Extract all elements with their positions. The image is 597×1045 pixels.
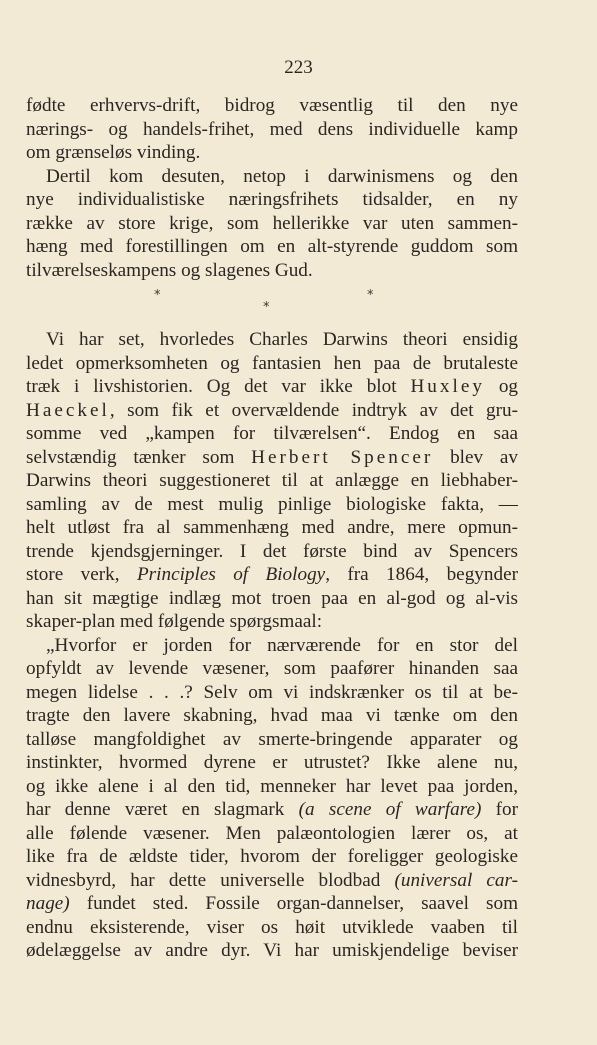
text-run: fundet sted. Fossile organ-dannelser, saavel som — [69, 893, 518, 914]
spaced-name-haeckel: Haeckel — [26, 399, 110, 421]
text-line — [26, 375, 518, 399]
asterisk: * — [154, 288, 161, 303]
text-line: like fra de ældste tider, hvorom der foreligger geologiske — [26, 846, 518, 867]
text-line: skaper-plan med følgende spørgsmaal: — [26, 611, 323, 632]
english-phrase: (a scene of warfare) — [298, 799, 482, 820]
text-run: store verk, — [26, 564, 137, 585]
text-line — [26, 798, 518, 822]
text-line: fødte erhvervs-drift, bidrog væsentlig til den nye — [26, 95, 518, 116]
english-phrase: (universal car- — [394, 869, 518, 891]
text-line — [26, 869, 518, 893]
text-line: samling av de mest mulig pinlige biologiske fakta, — — [26, 493, 518, 515]
text-line: tragte den lavere skabning, hvad maa vi tænke om den — [26, 705, 518, 726]
text-line: „Hvorfor er jorden for nærværende for en stor del — [46, 634, 518, 656]
text-line: hæng med forestillingen om en alt-styrende guddom som — [26, 236, 518, 257]
text-line: ødelæggelse av andre dyr. Vi har umiskjendelige beviser — [26, 940, 518, 961]
text-line: han sit mægtige indlæg mot troen paa en al-god og al-vis — [26, 587, 518, 609]
text-run: vidnesbyrd, har dette universelle blodbad — [26, 869, 395, 891]
text-line: instinkter, hvormed dyrene er utrustet? Ikke alene nu, — [26, 752, 518, 773]
text-line: tilværelseskampens og slagenes Gud. — [26, 259, 313, 281]
paragraph-4-quotation — [26, 634, 518, 963]
body-text — [26, 94, 518, 963]
asterisk: * — [367, 288, 374, 303]
text-line: Dertil kom desuten, netop i darwinismens og den — [46, 165, 518, 187]
text-line: helt utløst fra al sammenhæng med andre, mere opmun- — [26, 517, 518, 538]
text-line: række av store krige, som hellerikke var uten sammen- — [26, 212, 518, 234]
text-line: Vi har set, hvorledes Charles Darwins theori ensidig — [46, 329, 518, 350]
spaced-name-spencer: Herbert Spencer — [251, 446, 434, 468]
text-line: trende kjendsgjerninger. I det første bind av Spencers — [26, 540, 518, 562]
text-run: har denne været en slagmark — [26, 799, 299, 820]
page-number: 223 — [284, 57, 313, 78]
text-line: Darwins theori suggestioneret til at anlægge en liebhaber- — [26, 470, 518, 491]
text-run: for — [481, 799, 518, 820]
spaced-name-huxley: Huxley — [410, 376, 485, 397]
text-line: talløse mangfoldighet av smerte-bringende apparater og — [26, 728, 518, 750]
text-line — [26, 563, 518, 587]
english-phrase: nage) — [26, 893, 70, 914]
paragraph-3 — [26, 328, 518, 634]
text-run: og — [484, 376, 519, 397]
text-run: , som fik et overvældende indtryk av det gru- — [109, 399, 518, 421]
text-line: opfyldt av levende væsener, som paafører hinanden saa — [26, 658, 518, 679]
text-line: somme ved „kampen for tilværelsen“. Endog en saa — [26, 423, 518, 444]
book-title: Principles of Biology — [136, 564, 326, 585]
text-line: alle følende væsener. Men palæontologien lærer os, at — [26, 822, 518, 844]
text-line: om grænseløs vinding. — [26, 142, 201, 163]
text-line — [26, 399, 518, 423]
text-run: blev av — [433, 446, 518, 468]
text-run: træk i livshistorien. Og det var ikke blot — [26, 376, 411, 397]
text-run: selvstændig tænker som — [26, 446, 252, 468]
text-line: megen lidelse . . .? Selv om vi indskrænker os til at be- — [26, 681, 518, 703]
paragraph-1 — [26, 94, 518, 165]
asterisk: * — [263, 300, 270, 315]
text-line: nye individualistiske næringsfrihets tidsalder, en ny — [26, 189, 518, 210]
text-line — [26, 892, 518, 916]
section-separator — [26, 282, 518, 328]
text-line: ledet opmerksomheten og fantasien hen paa de brutaleste — [26, 352, 518, 374]
text-line: endnu eksisterende, viser os høit utviklede vaaben til — [26, 916, 518, 938]
text-line: og ikke alene i al den tid, menneker har levet paa jorden, — [26, 775, 518, 797]
paragraph-2 — [26, 165, 518, 283]
text-run: , fra 1864, begynder — [325, 564, 518, 585]
text-line: nærings- og handels-frihet, med dens individuelle kamp — [26, 118, 518, 140]
text-line — [26, 446, 518, 470]
